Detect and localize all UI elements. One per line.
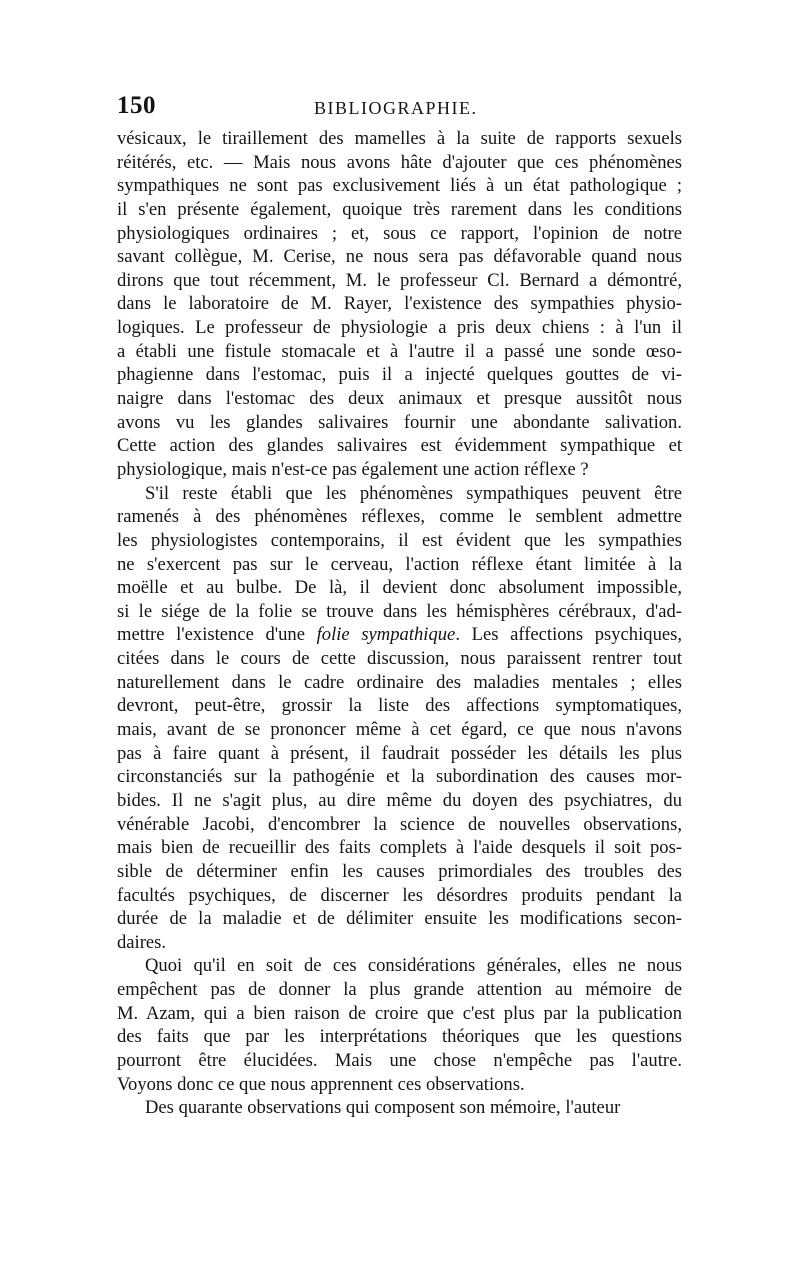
text-line: les physiologistes contemporains, il est évident que les sympathies [117,529,682,551]
page-header [117,92,682,126]
text-line: circonstanciés sur la pathogénie et la subordination des causes mor- [117,766,682,788]
text-line: bides. Il ne s'agit plus, au dire même du doyen des psychiatres, du [117,789,682,811]
text-line: réitérés, etc. — Mais nous avons hâte d'ajouter que ces phénomènes [117,151,682,173]
text-line: sible de déterminer enfin les causes primordiales des troubles des [117,860,682,882]
text-line: moëlle et au bulbe. De là, il devient donc absolument impossible, [117,577,682,599]
text-line: logiques. Le professeur de physiologie a pris deux chiens : à l'un il [117,317,682,339]
text-line: ne s'exercent pas sur le cerveau, l'action réflexe étant limitée à la [117,553,682,575]
page-number: 150 [117,92,156,119]
text-line: vésicaux, le tiraillement des mamelles à la suite de rapports sexuels [117,128,682,149]
text-line: physiologique, mais n'est-ce pas également une action réflexe ? [117,458,589,480]
text-line: citées dans le cours de cette discussion, nous paraissent rentrer tout [117,648,682,670]
text-line: mais bien de recueillir des faits complets à l'aide desquels il soit pos- [117,837,682,859]
body-text [117,127,682,1120]
text-line: pourront être élucidées. Mais une chose n'empêche pas l'autre. [117,1049,682,1071]
text-line: Des quarante observations qui composent son mémoire, l'auteur [145,1097,621,1119]
text-line: S'il reste établi que les phénomènes sympathiques peuvent être [145,482,682,504]
text-line: sympathiques ne sont pas exclusivement liés à un état pathologique ; [117,175,682,197]
text-line: mais, avant de se prononcer même à cet égard, ce que nous n'avons [117,719,682,741]
text-line: phagienne dans l'estomac, puis il a injecté quelques gouttes de vi- [117,364,682,386]
italic-phrase: folie sympathique [316,624,456,646]
text-line: il s'en présente également, quoique très rarement dans les conditions [117,198,682,220]
text-line: pas à faire quant à présent, il faudrait posséder les détails les plus [117,742,682,764]
text-line: M. Azam, qui a bien raison de croire que c'est plus par la publication [117,1002,682,1024]
text-line-with-italic: mettre l'existence d'une folie sympathique. Les affections psychiques, [117,624,682,646]
text-line: naigre dans l'estomac des deux animaux et presque aussitôt nous [117,388,682,410]
text-line: des faits que par les interprétations théoriques que les questions [117,1026,682,1048]
text-line: vénérable Jacobi, d'encombrer la science de nouvelles observations, [117,813,682,835]
text-line: facultés psychiques, de discerner les désordres produits pendant la [117,884,682,906]
text-line: savant collègue, M. Cerise, ne nous sera pas défavorable quand nous [117,246,682,268]
text-line: ramenés à des phénomènes réflexes, comme le semblent admettre [117,506,682,528]
text-line: dans le laboratoire de M. Rayer, l'existence des sympathies physio- [117,293,682,315]
running-head: BIBLIOGRAPHIE. [314,98,478,118]
text-line: avons vu les glandes salivaires fournir une abondante salivation. [117,411,682,433]
text-line: daires. [117,931,167,953]
text-line: empêchent pas de donner la plus grande attention au mémoire de [117,979,682,1001]
text-line: physiologiques ordinaires ; et, sous ce rapport, l'opinion de notre [117,222,682,244]
text-line: Cette action des glandes salivaires est évidemment sympathique et [117,435,682,457]
text-line: a établi une fistule stomacale et à l'autre il a passé une sonde œso- [117,340,682,362]
text-line: devront, peut-être, grossir la liste des affections symptomatiques, [117,695,682,717]
text-line: dirons que tout récemment, M. le professeur Cl. Bernard a démontré, [117,269,682,291]
text-line: durée de la maladie et de délimiter ensuite les modifications secon- [117,908,682,930]
text-line: Quoi qu'il en soit de ces considérations générales, elles ne nous [145,955,682,977]
text-line: Voyons donc ce que nous apprennent ces observations. [117,1073,525,1095]
text-line: si le siége de la folie se trouve dans les hémisphères cérébraux, d'ad- [117,600,682,622]
text-line: naturellement dans le cadre ordinaire des maladies mentales ; elles [117,671,682,693]
